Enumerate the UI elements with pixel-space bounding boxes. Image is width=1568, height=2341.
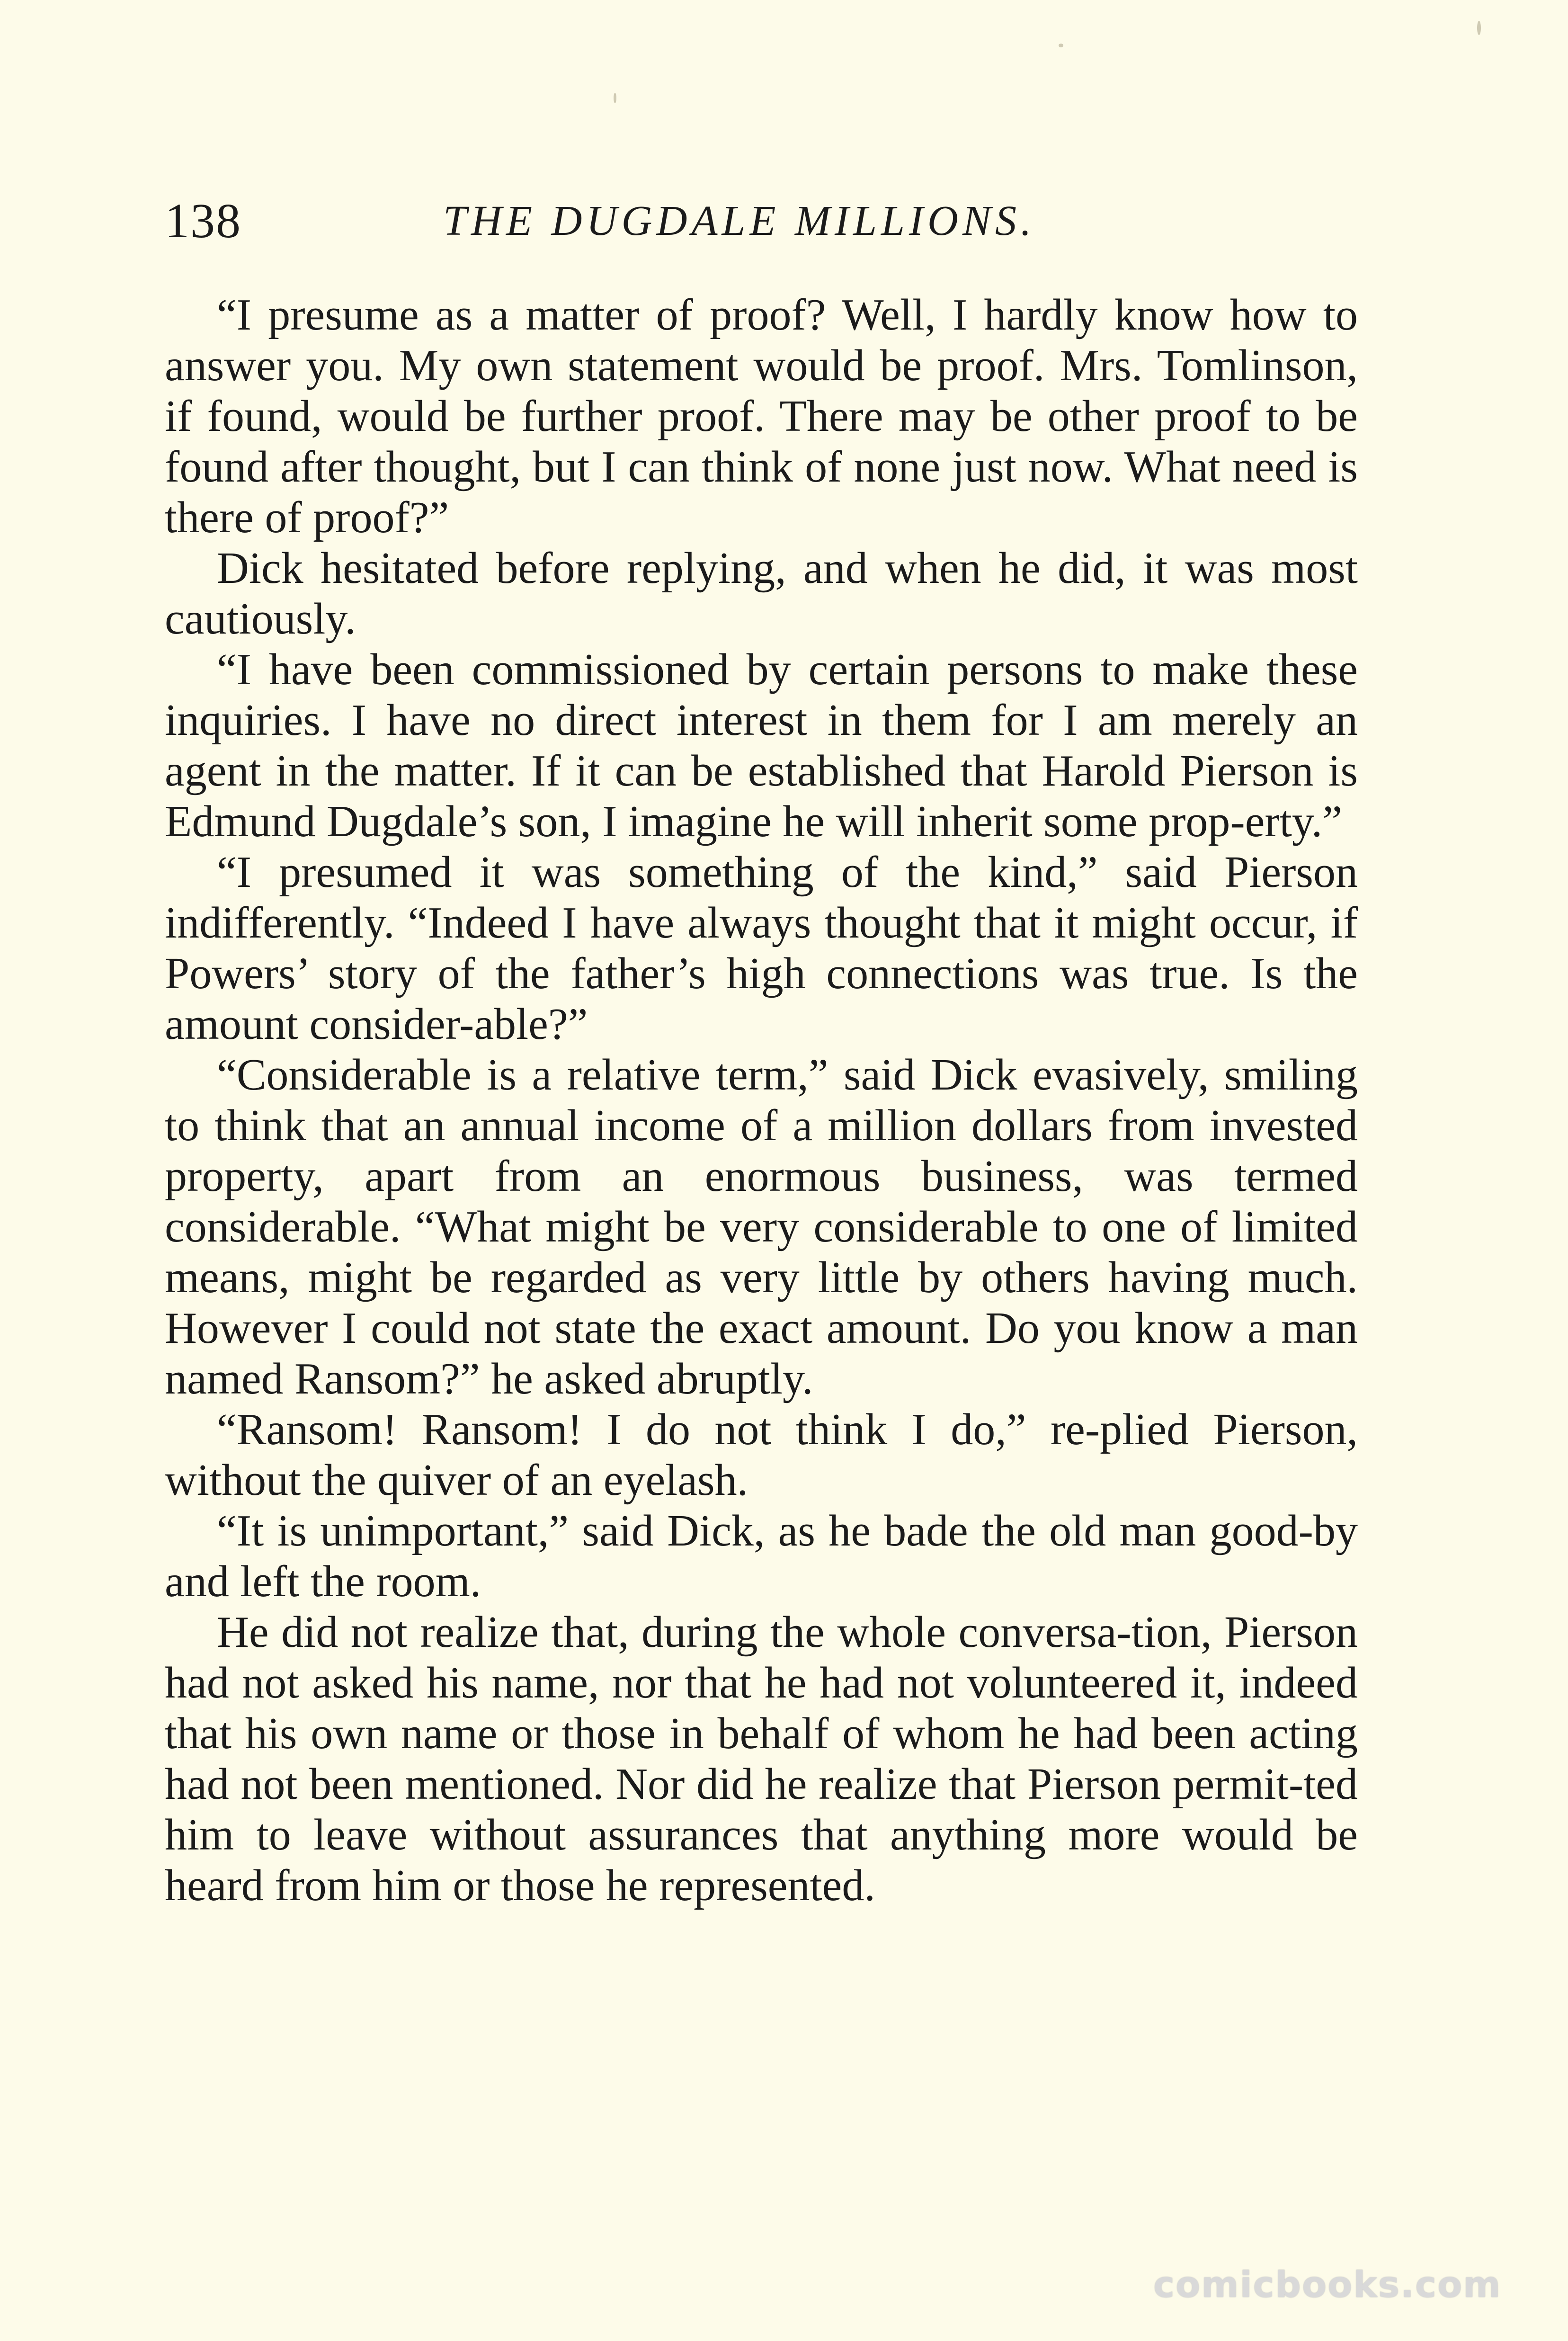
watermark: comicbooks.com — [1153, 2263, 1502, 2305]
paper-speck — [614, 93, 616, 103]
page-number: 138 — [165, 194, 241, 248]
paragraph: “I presumed it was something of the kind,” said Pierson indifferently. “Indeed I have always thought that it might occur, if Powers’ story of the father’s high connections was true. Is the amount consider-able?” — [165, 848, 1358, 1049]
paper-speck — [1059, 44, 1063, 47]
paragraph: “It is unimportant,” said Dick, as he bade the old man good-by and left the room. — [165, 1506, 1358, 1606]
book-title: THE DUGDALE MILLIONS. — [443, 197, 1036, 244]
running-head — [165, 186, 1358, 257]
paper-speck — [1477, 21, 1481, 35]
paragraph: Dick hesitated before replying, and when he did, it was most cautiously. — [165, 544, 1358, 643]
paragraph: “I have been commissioned by certain persons to make these inquiries. I have no direct interest in them for I am merely an agent in the matter. If it can be established that Harold Pierson is Edmund Dugdale’s son, I imagine he will inherit some prop-erty.” — [165, 645, 1358, 846]
paragraph: “I presume as a matter of proof? Well, I hardly know how to answer you. My own statement would be proof. Mrs. Tomlinson, if found, would be further proof. There may be other proof to be found after thought, but I can think of none just now. What need is there of proof?” — [165, 290, 1358, 542]
paragraph: He did not realize that, during the whole conversa-tion, Pierson had not asked his name, nor that he had not volunteered it, indeed that his own name or those in behalf of whom he had been acting had not been mentioned. Nor did he realize that Pierson permit-ted him to leave without assurances that anything more would be heard from him or those he represented. — [165, 1608, 1358, 1910]
paragraph: “Ransom! Ransom! I do not think I do,” re-plied Pierson, without the quiver of an eyelash. — [165, 1405, 1358, 1505]
body-text — [165, 290, 1358, 1911]
paragraph: “Considerable is a relative term,” said Dick evasively, smiling to think that an annual income of a million dollars from invested property, apart from an enormous business, was termed considerable. “What might be very considerable to one of limited means, might be regarded as very little by others having much. However I could not state the exact amount. Do you know a man named Ransom?” he asked abruptly. — [165, 1050, 1358, 1403]
